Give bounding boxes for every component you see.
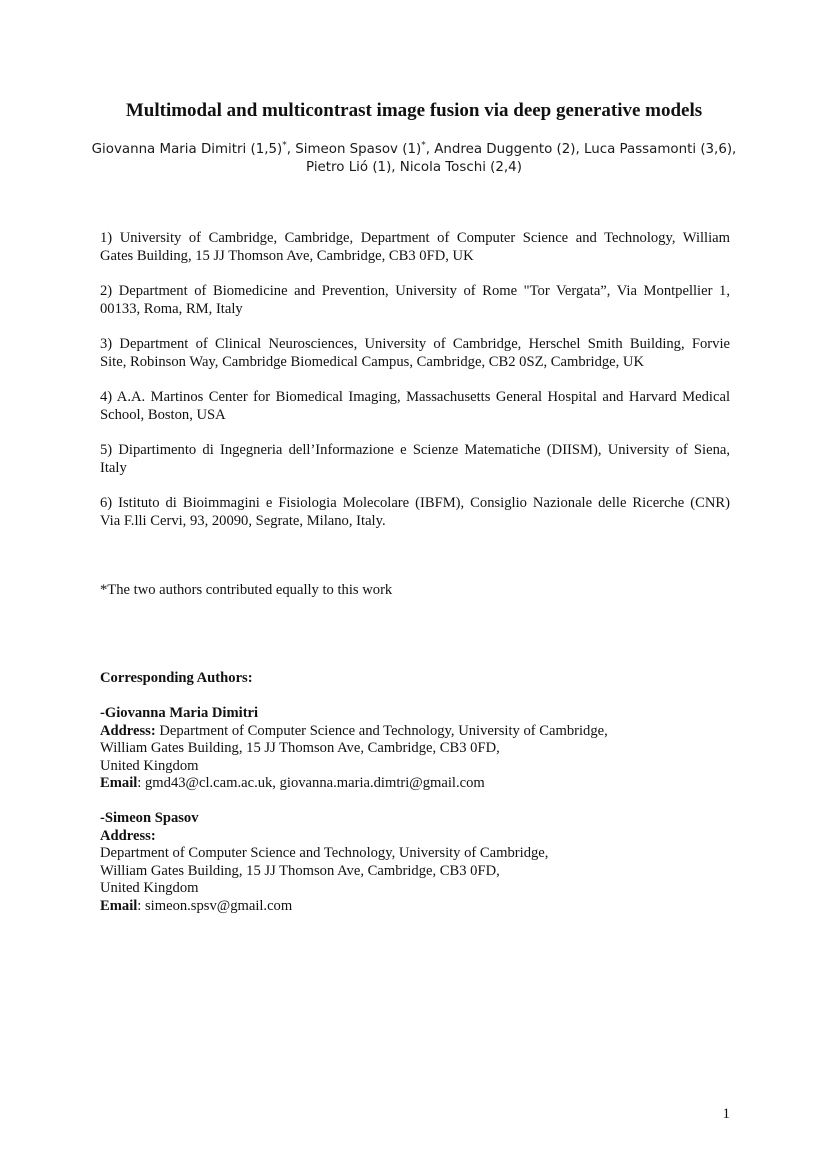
- contact-email: [100, 775, 740, 793]
- affiliation-line: Site, Robinson Way, Cambridge Biomedical Campus, Cambridge, CB2 0SZ, Cambridge, UK: [100, 353, 645, 370]
- address-label: Address:: [100, 722, 156, 739]
- corresponding-author-2: [100, 810, 740, 916]
- affiliation-line: 2) Department of Biomedicine and Prevention, University of Rome "Tor Vergata”, Via Montpellier 1,: [100, 283, 730, 299]
- affiliation-line: Via F.lli Cervi, 93, 20090, Segrate, Milano, Italy.: [100, 512, 386, 529]
- affiliation-line: 4) A.A. Martinos Center for Biomedical Imaging, Massachusetts General Hospital and Harvard Medical: [100, 389, 730, 405]
- affiliation-5: [100, 442, 730, 478]
- paper-title: Multimodal and multicontrast image fusion via deep generative models: [125, 100, 703, 121]
- affiliation-line: Gates Building, 15 JJ Thomson Ave, Cambridge, CB3 0FD, UK: [100, 247, 474, 264]
- email-value[interactable]: : gmd43@cl.cam.ac.uk, giovanna.maria.dimtri@gmail.com: [137, 775, 485, 792]
- affiliation-1: [100, 230, 730, 266]
- equal-contribution-mark: *: [421, 140, 426, 151]
- affiliation-line: Italy: [100, 459, 127, 476]
- address-label: Address:: [100, 827, 156, 844]
- author-dimitri: Giovanna Maria Dimitri (1,5): [91, 142, 283, 157]
- author-others: , Andrea Duggento (2), Luca Passamonti (3,6),: [425, 142, 737, 157]
- address-line: William Gates Building, 15 JJ Thomson Ave, Cambridge, CB3 0FD,: [100, 862, 500, 879]
- address-line: Department of Computer Science and Technology, University of Cambridge,: [155, 722, 608, 739]
- author-list: [90, 141, 738, 177]
- equal-contribution-mark: *: [282, 140, 287, 151]
- email-value[interactable]: : simeon.spsv@gmail.com: [137, 897, 293, 914]
- address-line: United Kingdom: [100, 880, 199, 897]
- affiliation-line: 3) Department of Clinical Neurosciences, University of Cambridge, Herschel Smith Building, Forvie: [100, 336, 730, 352]
- address-line: Department of Computer Science and Technology, University of Cambridge,: [100, 845, 549, 862]
- corresponding-author-1: [100, 705, 740, 793]
- affiliation-6: [100, 495, 730, 531]
- address-line: William Gates Building, 15 JJ Thomson Ave, Cambridge, CB3 0FD,: [100, 740, 500, 757]
- contact-name: -Giovanna Maria Dimitri: [100, 705, 259, 721]
- affiliation-2: [100, 283, 730, 319]
- affiliation-line: 6) Istituto di Bioimmagini e Fisiologia Molecolare (IBFM), Consiglio Nazionale delle Ricerche (CNR): [100, 495, 730, 511]
- author-line-1: [90, 141, 738, 159]
- affiliation-4: [100, 389, 730, 425]
- page-number: 1: [722, 1106, 730, 1122]
- email-label: Email: [100, 775, 138, 792]
- author-line-2: Pietro Lió (1), Nicola Toschi (2,4): [306, 160, 522, 175]
- affiliation-3: [100, 336, 730, 372]
- affiliation-line: 1) University of Cambridge, Cambridge, Department of Computer Science and Technology, William: [100, 230, 730, 246]
- email-label: Email: [100, 897, 138, 914]
- affiliation-line: 5) Dipartimento di Ingegneria dell’Informazione e Scienze Matematiche (DIISM), University of Siena,: [100, 442, 730, 458]
- contact-address: [100, 828, 740, 846]
- contact-name: -Simeon Spasov: [100, 810, 199, 826]
- corresponding-authors-heading: Corresponding Authors:: [100, 670, 253, 686]
- author-spasov: , Simeon Spasov (1): [286, 142, 422, 157]
- contact-email: [100, 898, 740, 916]
- affiliation-line: School, Boston, USA: [100, 406, 226, 423]
- equal-contribution-note: *The two authors contributed equally to this work: [100, 582, 393, 598]
- address-line: United Kingdom: [100, 757, 199, 774]
- affiliation-line: 00133, Roma, RM, Italy: [100, 300, 243, 317]
- contact-address: [100, 723, 740, 741]
